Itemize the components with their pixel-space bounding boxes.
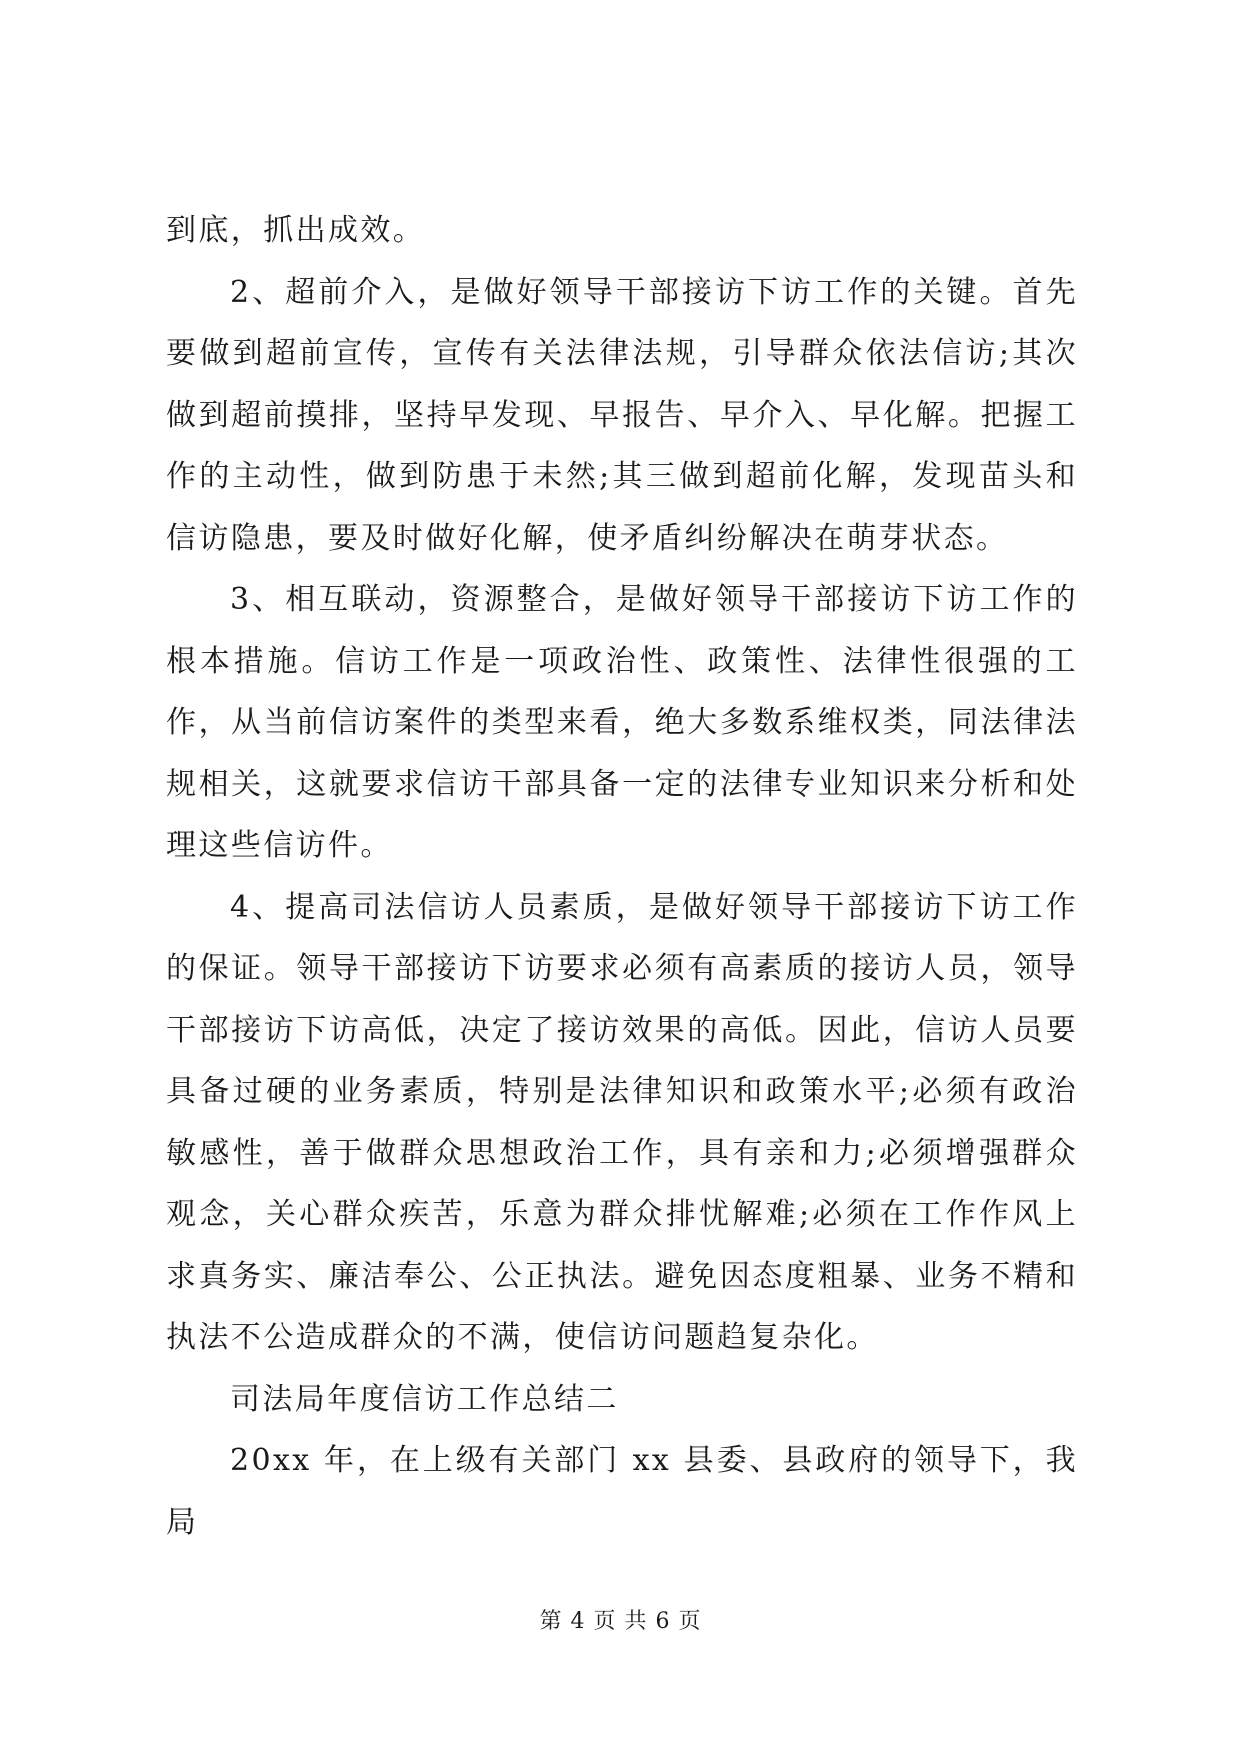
- paragraph-intro: 20xx 年，在上级有关部门 xx 县委、县政府的领导下，我局: [166, 1443, 1078, 1540]
- paragraph-item-4: 4、提高司法信访人员素质，是做好领导干部接访下访工作的保证。领导干部接访下访要求必须有高素质的接访人员，领导干部接访下访高低，决定了接访效果的高低。因此，信访人员要具备过硬的业务素质，特别是法律知识和政策水平;必须有政治敏感性，善于做群众思想政治工作，具有亲和力;必须增强群众观念，关心群众疾苦，乐意为群众排忧解难;必须在工作作风上求真务实、廉洁奉公、公正执法。避免因态度粗暴、业务不精和执法不公造成群众的不满，使信访问题趋复杂化。: [166, 889, 1078, 1355]
- section-heading: 司法局年度信访工作总结二: [230, 1381, 619, 1417]
- page-number-footer: 第 4 页 共 6 页: [539, 1609, 702, 1634]
- document-body: [166, 200, 1078, 1553]
- paragraph-continuation: 到底，抓出成效。: [166, 213, 426, 248]
- paragraph-item-3: 3、相互联动，资源整合，是做好领导干部接访下访工作的根本措施。信访工作是一项政治性、政策性、法律性很强的工作，从当前信访案件的类型来看，绝大多数系维权类，同法律法规相关，这就要求信访干部具备一定的法律专业知识来分析和处理这些信访件。: [166, 582, 1078, 863]
- paragraph-item-2: 2、超前介入，是做好领导干部接访下访工作的关键。首先要做到超前宣传，宣传有关法律法规，引导群众依法信访;其次做到超前摸排，坚持早发现、早报告、早介入、早化解。把握工作的主动性，做到防患于未然;其三做到超前化解，发现苗头和信访隐患，要及时做好化解，使矛盾纠纷解决在萌芽状态。: [166, 274, 1078, 556]
